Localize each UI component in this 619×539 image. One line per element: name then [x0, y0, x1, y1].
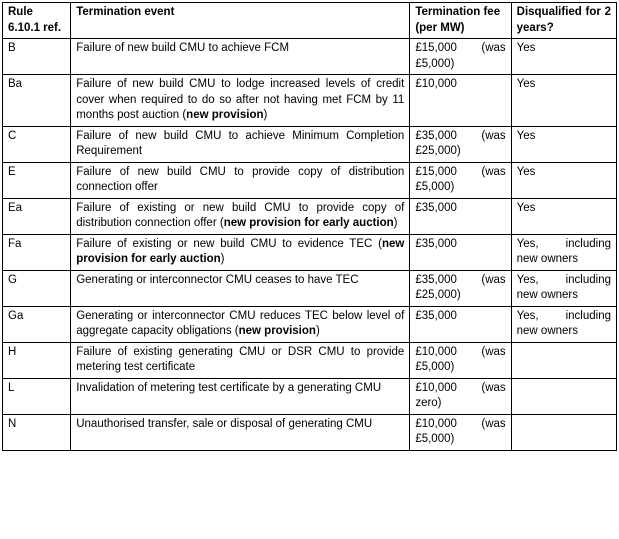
- termination-event-cell: [71, 75, 410, 127]
- disqualified-cell: [511, 414, 616, 450]
- termination-fee-cell: £15,000 (was £5,000): [410, 39, 511, 75]
- disqualified-cell: Yes: [511, 75, 616, 127]
- termination-event-cell: [71, 39, 410, 75]
- termination-fee-cell: £35,000 (was £25,000): [410, 126, 511, 162]
- rule-ref-cell: L: [3, 378, 71, 414]
- event-text: Generating or interconnector CMU reduces TEC below level of aggregate capacity obligations (: [76, 309, 405, 337]
- rule-ref-cell: C: [3, 126, 71, 162]
- table-row: [3, 270, 617, 306]
- termination-fee-cell: £35,000: [410, 198, 511, 234]
- rule-ref-cell: G: [3, 270, 71, 306]
- header-rule-ref: Rule 6.10.1 ref.: [3, 3, 71, 39]
- termination-fee-cell: £10,000 (was zero): [410, 378, 511, 414]
- table-row: [3, 126, 617, 162]
- table-row: [3, 234, 617, 270]
- disqualified-cell: Yes: [511, 126, 616, 162]
- event-text: Invalidation of metering test certificate by a generating CMU: [76, 381, 382, 394]
- termination-fee-cell: £15,000 (was £5,000): [410, 162, 511, 198]
- disqualified-cell: Yes: [511, 198, 616, 234]
- disqualified-cell: Yes, including new owners: [511, 234, 616, 270]
- event-text: Failure of new build CMU to lodge increased levels of credit cover when required to do so after not having met FCM by 11 months post auction (: [76, 78, 405, 121]
- termination-event-cell: [71, 162, 410, 198]
- termination-fee-cell: £10,000 (was £5,000): [410, 414, 511, 450]
- termination-fee-cell: £35,000: [410, 306, 511, 342]
- rule-ref-cell: Ga: [3, 306, 71, 342]
- rule-ref-cell: B: [3, 39, 71, 75]
- table-row: [3, 306, 617, 342]
- event-text: Failure of existing generating CMU or DSR CMU to provide metering test certificate: [76, 345, 405, 373]
- table-body: [3, 39, 617, 451]
- event-provision-note: new provision: [186, 109, 264, 121]
- termination-event-cell: [71, 342, 410, 378]
- termination-event-cell: [71, 270, 410, 306]
- termination-event-cell: [71, 414, 410, 450]
- termination-event-cell: [71, 126, 410, 162]
- event-text-tail: ): [315, 325, 320, 337]
- event-text: Failure of new build CMU to achieve FCM: [76, 42, 290, 54]
- disqualified-cell: [511, 378, 616, 414]
- event-provision-note: new provision for early auction: [76, 237, 405, 265]
- termination-fee-cell: £35,000 (was £25,000): [410, 270, 511, 306]
- header-disqualified: Disqualified for 2 years?: [511, 3, 616, 39]
- table-row: [3, 378, 617, 414]
- event-provision-note: new provision: [238, 325, 316, 337]
- event-text: Failure of existing or new build CMU to provide copy of distribution connection offer (: [76, 201, 405, 229]
- event-text: Generating or interconnector CMU ceases to have TEC: [76, 273, 359, 286]
- termination-fees-table: [2, 2, 617, 451]
- header-termination-fee: Termination fee (per MW): [410, 3, 511, 39]
- disqualified-cell: Yes, including new owners: [511, 306, 616, 342]
- termination-fee-cell: £35,000: [410, 234, 511, 270]
- rule-ref-cell: E: [3, 162, 71, 198]
- disqualified-cell: Yes: [511, 39, 616, 75]
- event-text: Unauthorised transfer, sale or disposal of generating CMU: [76, 417, 373, 430]
- table-row: [3, 414, 617, 450]
- event-text-tail: ): [220, 253, 225, 265]
- termination-event-cell: [71, 198, 410, 234]
- event-text: Failure of new build CMU to achieve Minimum Completion Requirement: [76, 129, 405, 157]
- header-termination-event: Termination event: [71, 3, 410, 39]
- termination-event-cell: [71, 306, 410, 342]
- event-text: Failure of existing or new build CMU to evidence TEC (: [76, 237, 382, 250]
- header-row: [3, 3, 617, 39]
- event-text: Failure of new build CMU to provide copy of distribution connection offer: [76, 165, 405, 193]
- table-row: [3, 162, 617, 198]
- table-row: [3, 198, 617, 234]
- termination-event-cell: [71, 234, 410, 270]
- event-text-tail: ): [393, 217, 398, 229]
- termination-fee-cell: £10,000: [410, 75, 511, 127]
- termination-event-cell: [71, 378, 410, 414]
- table-row: [3, 39, 617, 75]
- disqualified-cell: [511, 342, 616, 378]
- rule-ref-cell: N: [3, 414, 71, 450]
- termination-fee-cell: £10,000 (was £5,000): [410, 342, 511, 378]
- event-text-tail: ): [263, 109, 268, 121]
- rule-ref-cell: Fa: [3, 234, 71, 270]
- rule-ref-cell: H: [3, 342, 71, 378]
- disqualified-cell: Yes, including new owners: [511, 270, 616, 306]
- event-provision-note: new provision for early auction: [223, 217, 394, 229]
- table-row: [3, 75, 617, 127]
- disqualified-cell: Yes: [511, 162, 616, 198]
- rule-ref-cell: Ea: [3, 198, 71, 234]
- table-row: [3, 342, 617, 378]
- rule-ref-cell: Ba: [3, 75, 71, 127]
